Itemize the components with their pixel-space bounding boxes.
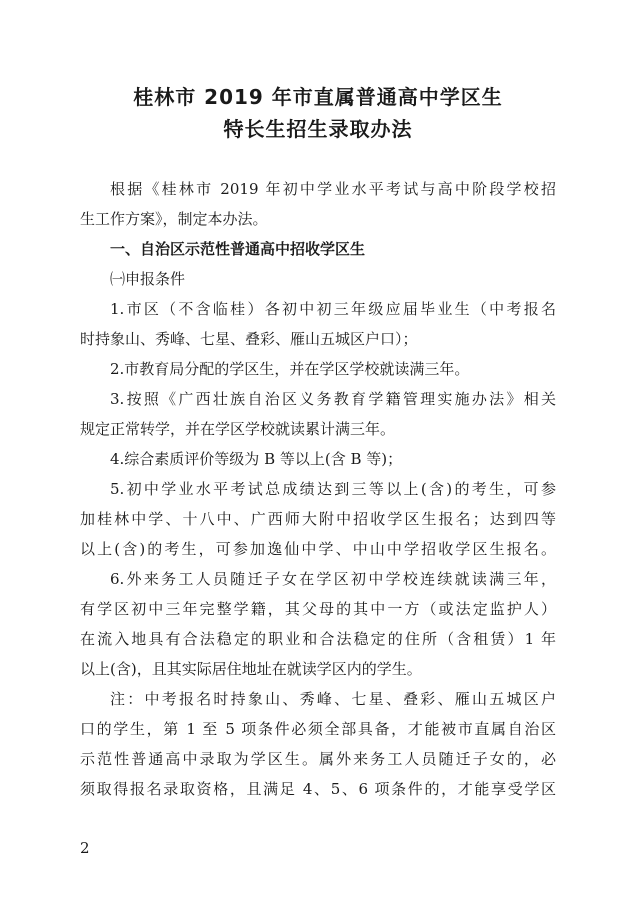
body-line: 有学区初中三年完整学籍，其父母的其中一方（或法定监护人） — [80, 600, 556, 618]
body-line: 1.市区（不含临桂）各初中初三年级应届毕业生（中考报名 — [110, 300, 556, 318]
body-line: 6.外来务工人员随迁子女在学区初中学校连续就读满三年， — [110, 570, 556, 588]
note-line: 示范性普通高中录取为学区生。属外来务工人员随迁子女的，必 — [80, 750, 556, 768]
document-title-line-2: 特长生招生录取办法 — [223, 117, 413, 141]
body-line: 5.初中学业水平考试总成绩达到三等以上(含)的考生，可参 — [110, 480, 556, 498]
note-line: 须取得报名录取资格，且满足 4、5、6 项条件的，才能享受学区 — [80, 780, 556, 798]
note-line: 口的学生，第 1 至 5 项条件必须全部具备，才能被市直属自治区 — [80, 720, 556, 738]
body-line: 加桂林中学、十八中、广西师大附中招收学区生报名；达到四等 — [80, 510, 556, 528]
note-line: 注：中考报名时持象山、秀峰、七星、叠彩、雁山五城区户 — [110, 690, 556, 708]
body-line: 以上(含)，且其实际居住地址在就读学区内的学生。 — [80, 660, 422, 678]
body-line: 以上(含)的考生，可参加逸仙中学、中山中学招收学区生报名。 — [80, 540, 556, 558]
body-line: 4.综合素质评价等级为 B 等以上(含 B 等)； — [110, 450, 403, 468]
body-line: 2.市教育局分配的学区生，并在学区学校就读满三年。 — [110, 360, 470, 378]
body-line: 根据《桂林市 2019 年初中学业水平考试与高中阶段学校招 — [110, 180, 556, 198]
body-line: 3.按照《广西壮族自治区义务教育学籍管理实施办法》相关 — [110, 390, 556, 408]
body-line: 时持象山、秀峰、七星、叠彩、雁山五城区户口）； — [80, 330, 418, 348]
body-line: 在流入地具有合法稳定的职业和合法稳定的住所（含租赁）1 年 — [80, 630, 556, 648]
section-heading: 一、自治区示范性普通高中招收学区生 — [110, 240, 366, 258]
body-line: 规定正常转学，并在学区学校就读累计满三年。 — [80, 420, 396, 438]
document-title-line-1: 桂林市 2019 年市直属普通高中学区生 — [133, 85, 503, 109]
body-line: 生工作方案》，制定本办法。 — [80, 210, 268, 228]
page-number: 2 — [80, 839, 90, 857]
subsection-heading: ㈠申报条件 — [110, 270, 186, 288]
